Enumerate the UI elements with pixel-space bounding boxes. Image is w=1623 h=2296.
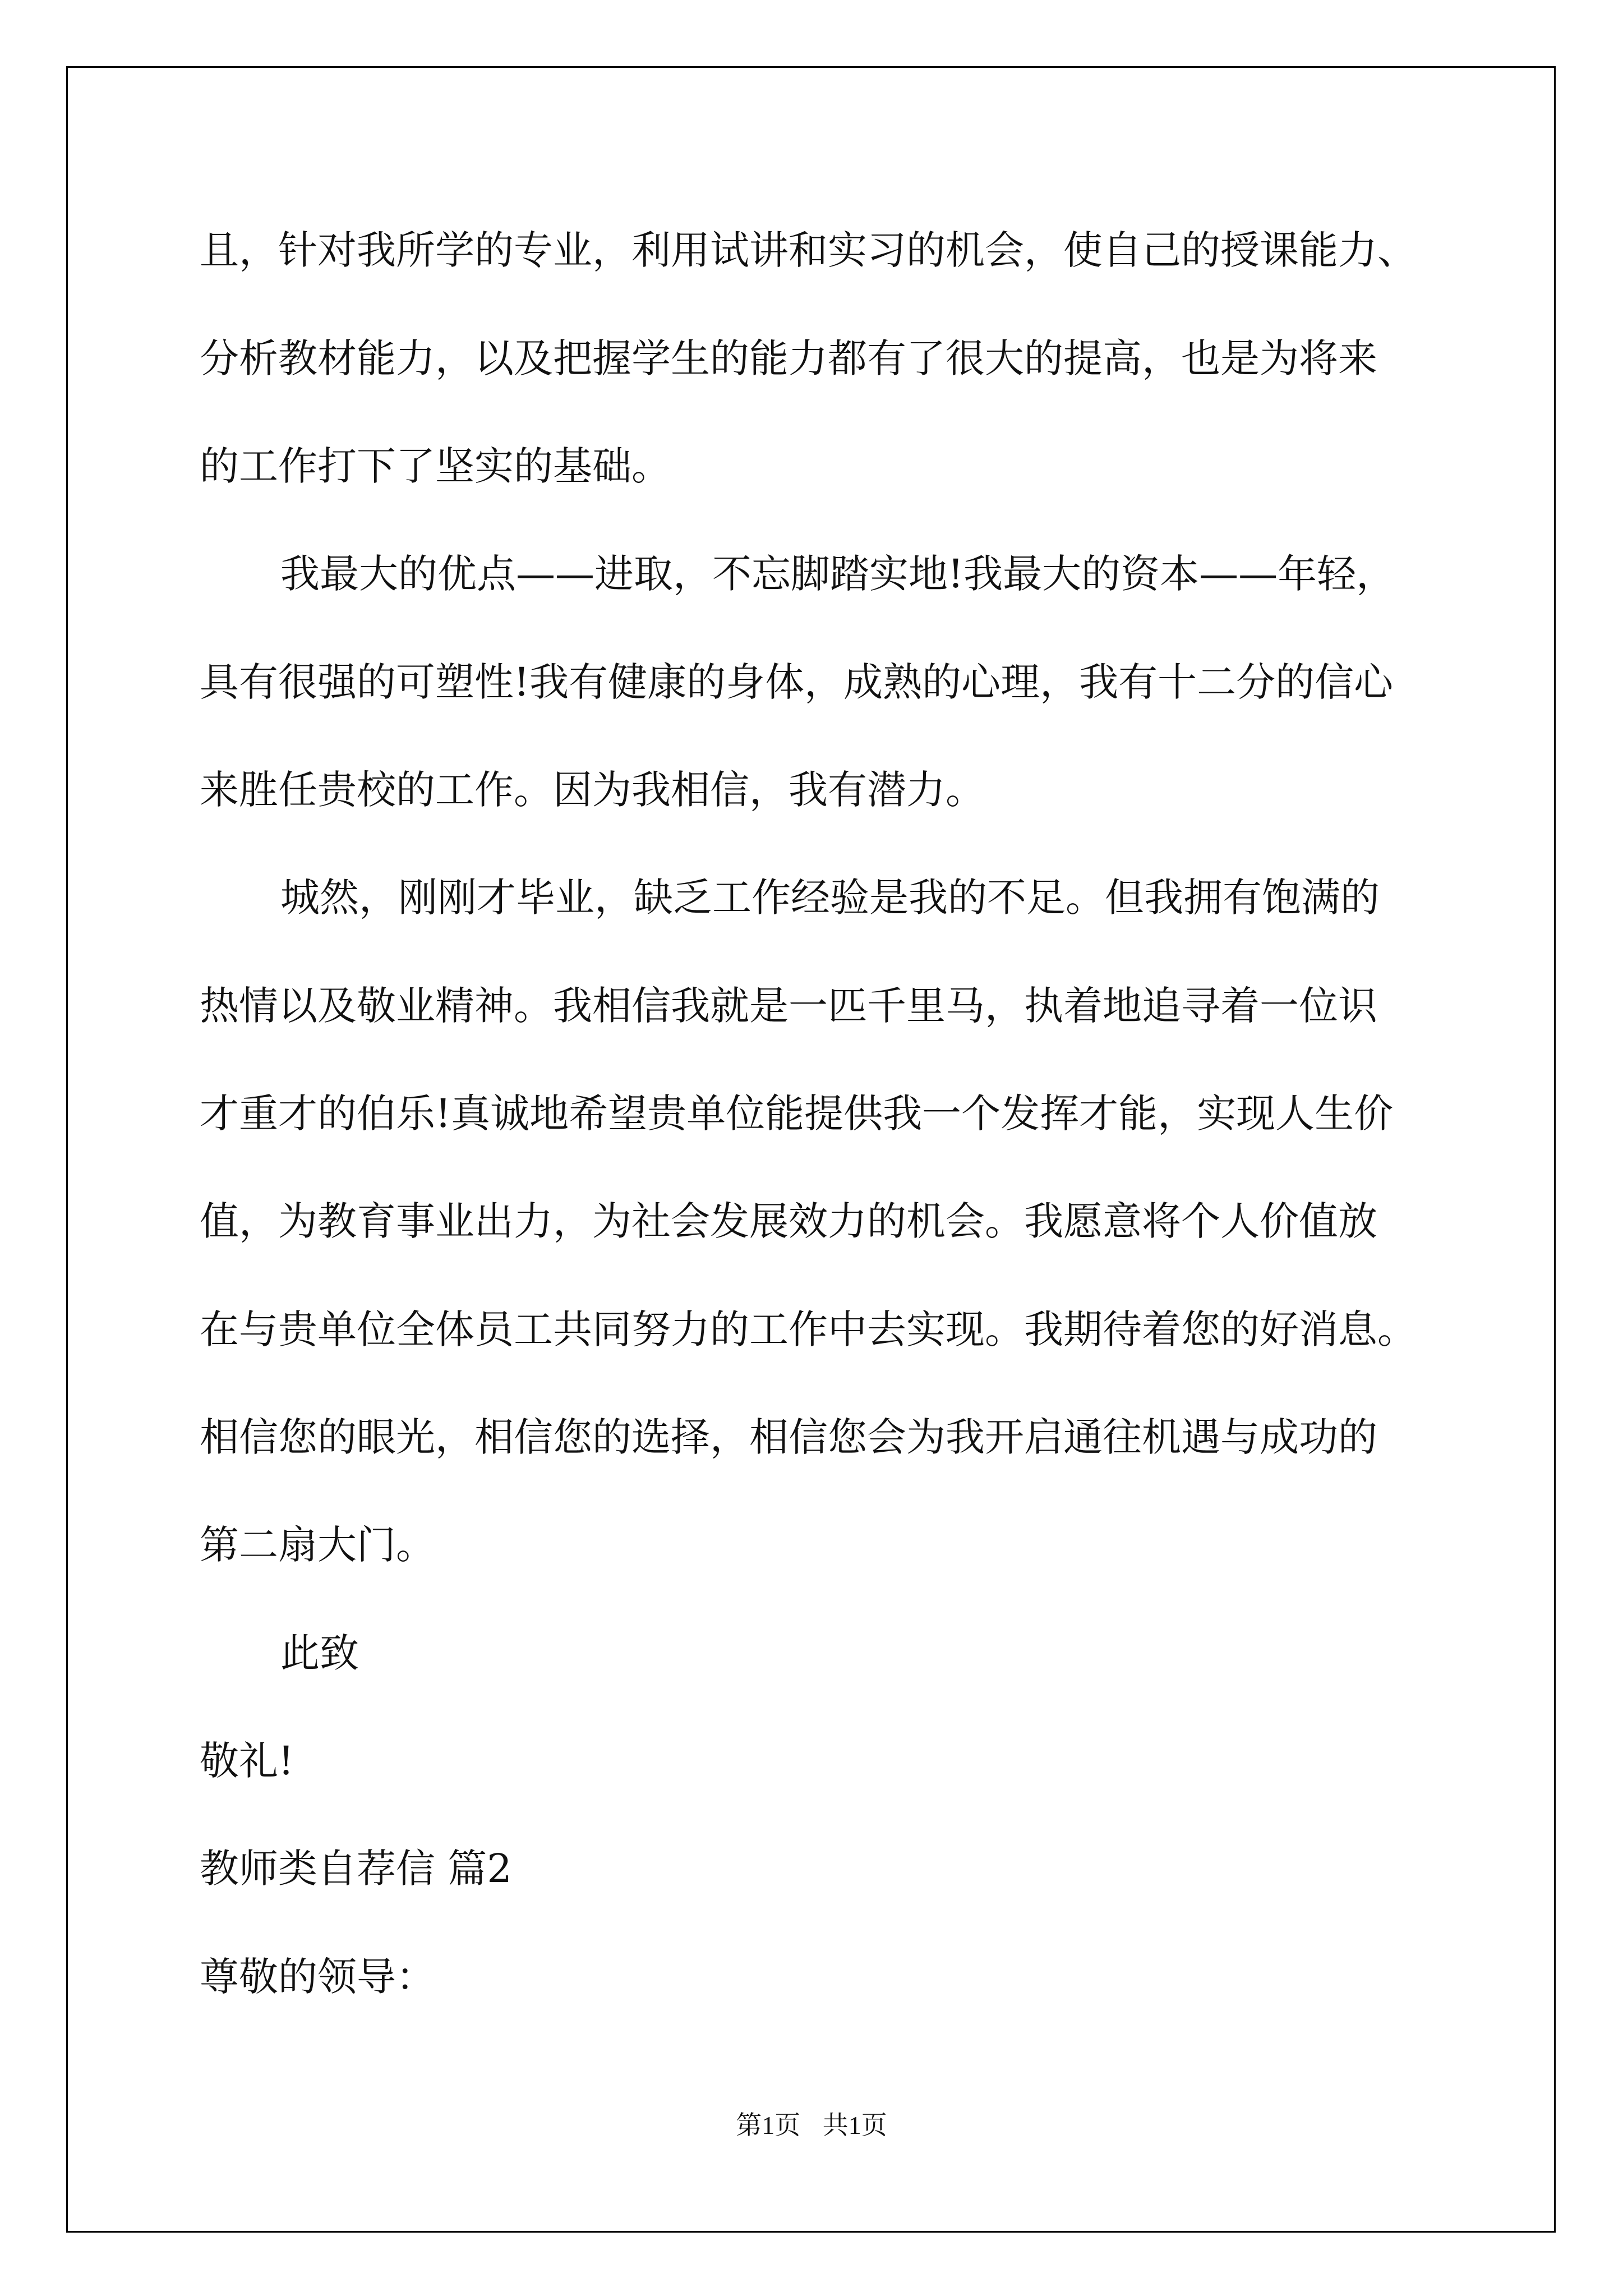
body-line-1: 且，针对我所学的专业，利用试讲和实习的机会，使自己的授课能力、	[200, 227, 1417, 273]
body-line-6: 来胜任贵校的工作。因为我相信，我有潜力。	[200, 767, 985, 813]
body-line-12: 相信您的眼光，相信您的选择，相信您会为我开启通往机遇与成功的	[200, 1414, 1377, 1460]
greeting: 尊敬的领导：	[200, 1954, 435, 2000]
page-footer	[0, 2105, 1623, 2142]
page-number: 第1页	[736, 2111, 801, 2139]
body-line-8: 热情以及敬业精神。我相信我就是一匹千里马，执着地追寻着一位识	[200, 983, 1377, 1029]
closing-salutation: 此致	[280, 1630, 359, 1676]
body-line-7: 城然，刚刚才毕业，缺乏工作经验是我的不足。但我拥有饱满的	[280, 875, 1380, 921]
section-heading: 教师类自荐信 篇2	[200, 1846, 512, 1892]
body-line-11: 在与贵单位全体员工共同努力的工作中去实现。我期待着您的好消息。	[200, 1306, 1417, 1352]
body-line-13: 第二扇大门。	[200, 1522, 435, 1568]
body-line-4: 我最大的优点——进取，不忘脚踏实地!我最大的资本——年轻，	[280, 551, 1396, 597]
body-line-9: 才重才的伯乐!真诚地希望贵单位能提供我一个发挥才能，实现人生价	[200, 1091, 1394, 1137]
page-total: 共1页	[822, 2111, 887, 2139]
body-line-5: 具有很强的可塑性!我有健康的身体，成熟的心理，我有十二分的信心	[200, 659, 1394, 705]
body-line-10: 值，为教育事业出力，为社会发展效力的机会。我愿意将个人价值放	[200, 1198, 1377, 1244]
body-line-2: 分析教材能力，以及把握学生的能力都有了很大的提高，也是为将来	[200, 335, 1377, 381]
page-border	[66, 66, 1556, 2233]
closing-regards: 敬礼!	[200, 1738, 294, 1784]
body-line-3: 的工作打下了坚实的基础。	[200, 443, 671, 489]
